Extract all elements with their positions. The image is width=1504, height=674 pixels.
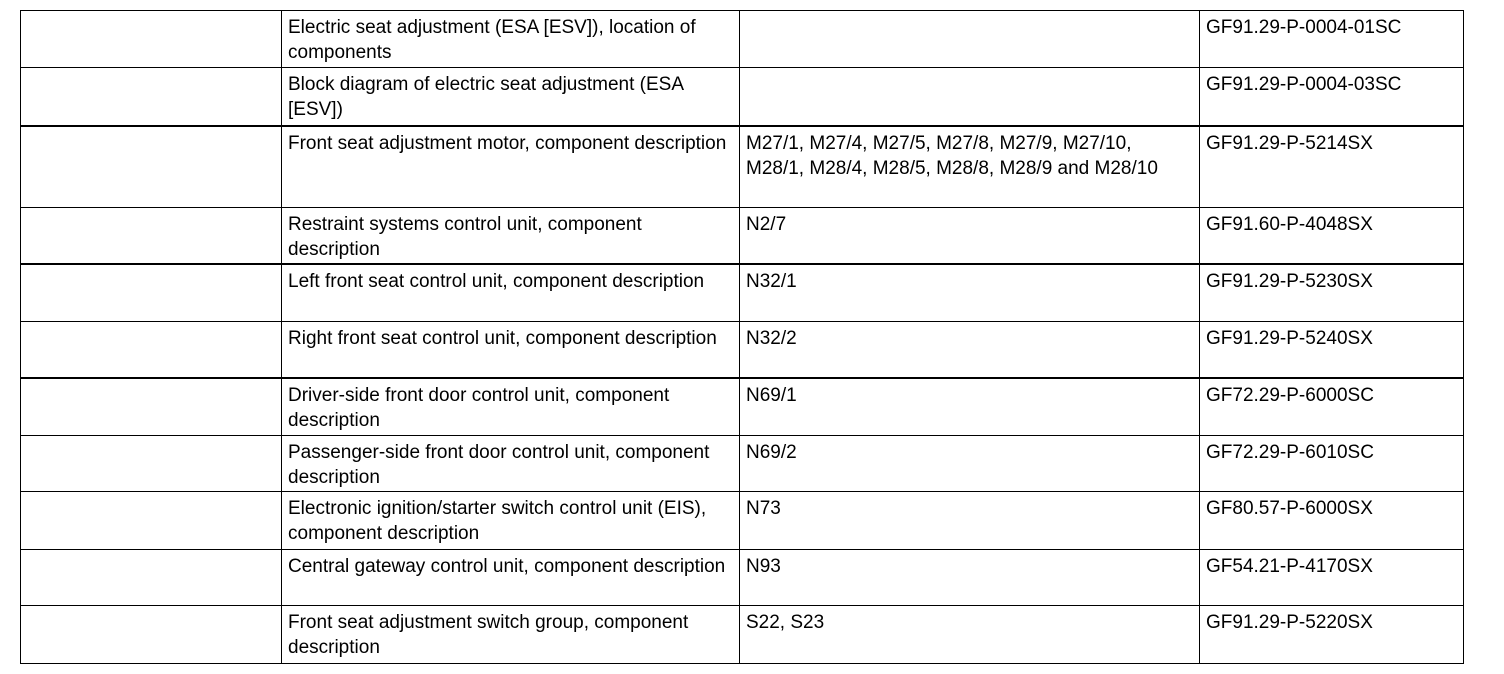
document-title-cell: Right front seat control unit, component description [282,322,740,378]
component-codes-cell: N93 [740,550,1200,606]
table-row [21,11,1464,68]
table-row [21,492,1464,550]
document-number-cell: GF91.29-P-0004-01SC [1200,11,1464,68]
table-row [21,264,1464,322]
document-title-cell: Electronic ignition/starter switch control unit (EIS), component description [282,492,740,550]
document-number-cell: GF91.60-P-4048SX [1200,208,1464,264]
table-row [21,436,1464,492]
row-blank-cell [21,208,282,264]
row-blank-cell [21,11,282,68]
table-row [21,378,1464,436]
table-row [21,68,1464,126]
component-codes-cell [740,68,1200,126]
row-blank-cell [21,436,282,492]
component-codes-cell: M27/1, M27/4, M27/5, M27/8, M27/9, M27/10, M28/1, M28/4, M28/5, M28/8, M28/9 and M28/10 [740,126,1200,208]
row-blank-cell [21,264,282,322]
table-row [21,208,1464,264]
document-title-cell: Passenger-side front door control unit, component description [282,436,740,492]
document-title-cell: Front seat adjustment motor, component description [282,126,740,208]
row-blank-cell [21,126,282,208]
component-codes-cell: N69/2 [740,436,1200,492]
row-blank-cell [21,378,282,436]
document-number-cell: GF72.29-P-6000SC [1200,378,1464,436]
document-number-cell: GF91.29-P-5214SX [1200,126,1464,208]
component-codes-cell: N73 [740,492,1200,550]
row-blank-cell [21,322,282,378]
row-blank-cell [21,606,282,664]
document-title-cell: Front seat adjustment switch group, component description [282,606,740,664]
component-codes-cell: N69/1 [740,378,1200,436]
row-blank-cell [21,492,282,550]
component-reference-table [20,10,1464,664]
document-number-cell: GF91.29-P-5230SX [1200,264,1464,322]
table-row [21,550,1464,606]
document-title-cell: Restraint systems control unit, component description [282,208,740,264]
table-row [21,126,1464,208]
document-number-cell: GF72.29-P-6010SC [1200,436,1464,492]
table-row [21,606,1464,664]
component-codes-cell: N32/1 [740,264,1200,322]
component-codes-cell: N32/2 [740,322,1200,378]
document-title-cell: Electric seat adjustment (ESA [ESV]), location of components [282,11,740,68]
document-title-cell: Left front seat control unit, component description [282,264,740,322]
row-blank-cell [21,550,282,606]
document-title-cell: Driver-side front door control unit, component description [282,378,740,436]
table-row [21,322,1464,378]
component-codes-cell [740,11,1200,68]
row-blank-cell [21,68,282,126]
document-title-cell: Central gateway control unit, component description [282,550,740,606]
document-number-cell: GF91.29-P-5220SX [1200,606,1464,664]
document-number-cell: GF91.29-P-0004-03SC [1200,68,1464,126]
component-codes-cell: N2/7 [740,208,1200,264]
document-number-cell: GF91.29-P-5240SX [1200,322,1464,378]
component-codes-cell: S22, S23 [740,606,1200,664]
document-number-cell: GF80.57-P-6000SX [1200,492,1464,550]
document-title-cell: Block diagram of electric seat adjustment (ESA [ESV]) [282,68,740,126]
document-number-cell: GF54.21-P-4170SX [1200,550,1464,606]
